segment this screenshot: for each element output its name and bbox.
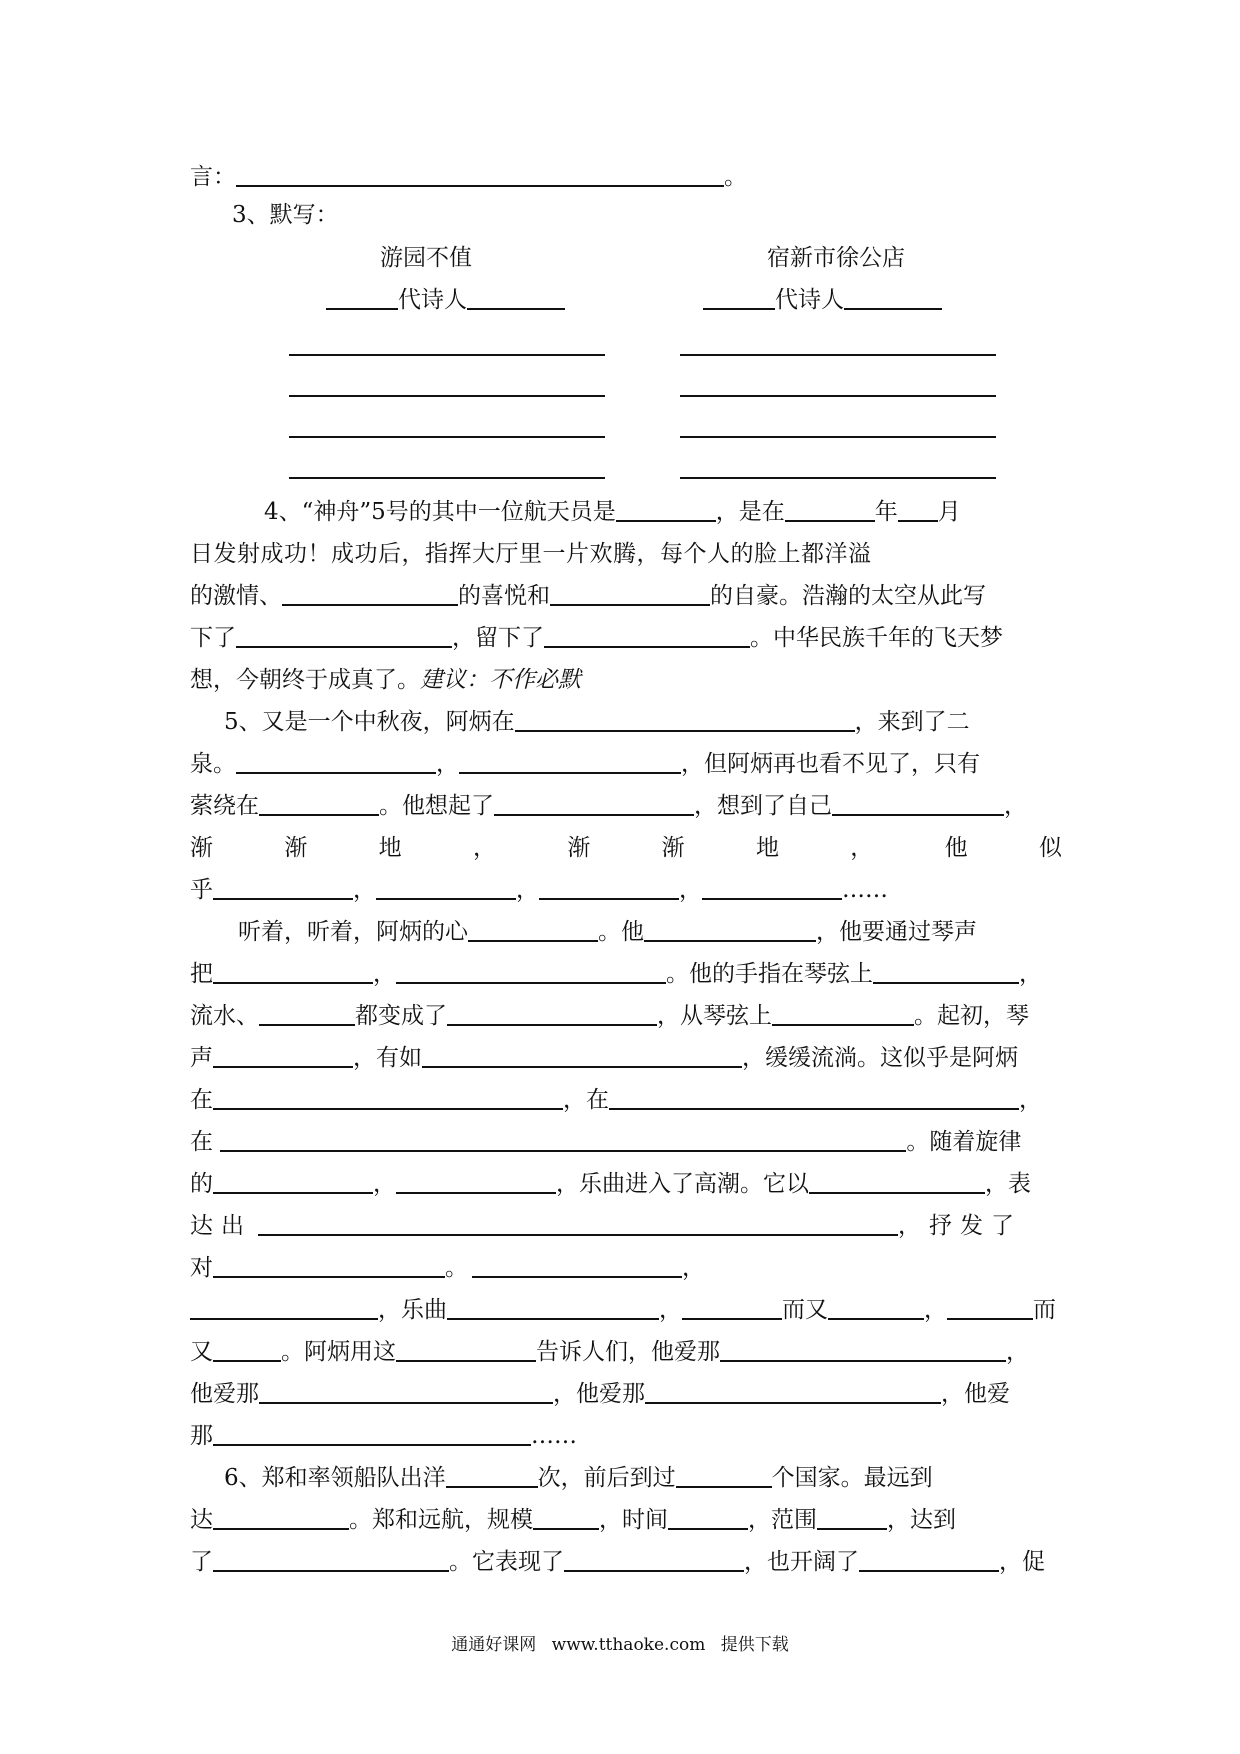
blank[interactable] bbox=[259, 998, 355, 1026]
text: ，但阿炳再也看不见了，只有 bbox=[681, 751, 980, 777]
text: 。起初，琴 bbox=[914, 1003, 1029, 1029]
text: ， bbox=[1019, 961, 1042, 987]
blank[interactable] bbox=[703, 282, 775, 310]
blank[interactable] bbox=[213, 956, 373, 984]
q5-line-6 bbox=[238, 911, 1062, 953]
blank[interactable] bbox=[550, 578, 710, 606]
poem-1-writing-line[interactable] bbox=[289, 436, 605, 438]
text: ， bbox=[436, 751, 459, 777]
blank[interactable] bbox=[859, 1544, 999, 1572]
q5-line-12 bbox=[190, 1163, 1062, 1205]
text: ，乐曲 bbox=[378, 1297, 447, 1323]
text: ， bbox=[373, 961, 396, 987]
blank[interactable] bbox=[459, 746, 681, 774]
blank[interactable] bbox=[213, 1040, 353, 1068]
text: 把 bbox=[190, 961, 213, 987]
text: 又 bbox=[190, 1339, 213, 1365]
q4-line-1 bbox=[264, 491, 1062, 533]
text: 。中华民族千年的飞天梦 bbox=[750, 625, 1003, 651]
blank[interactable] bbox=[213, 1544, 449, 1572]
poem-2-writing-line[interactable] bbox=[680, 436, 996, 438]
text: ，有如 bbox=[353, 1045, 422, 1071]
blank[interactable] bbox=[898, 494, 938, 522]
blank[interactable] bbox=[494, 788, 694, 816]
char: 渐 bbox=[567, 835, 591, 861]
text: 4、“神舟”5号的其中一位航天员是 bbox=[264, 499, 616, 525]
blank[interactable] bbox=[668, 1502, 748, 1530]
text: 。 bbox=[724, 164, 747, 190]
poem-1-title: 游园不值 bbox=[380, 245, 472, 271]
text: 对 bbox=[190, 1255, 213, 1281]
blank[interactable] bbox=[447, 1292, 659, 1320]
char: ， bbox=[472, 835, 496, 861]
blank[interactable] bbox=[468, 914, 598, 942]
text: ，表 bbox=[985, 1171, 1031, 1197]
text: ， bbox=[1019, 1087, 1042, 1113]
text: ，从琴弦上 bbox=[657, 1003, 772, 1029]
text: 在 bbox=[190, 1129, 213, 1155]
q6-line-1 bbox=[224, 1457, 1062, 1499]
text: 5、又是一个中秋夜，阿炳在 bbox=[224, 709, 515, 735]
text: ， bbox=[373, 1171, 396, 1197]
blank[interactable] bbox=[533, 1502, 599, 1530]
q5-line-4 bbox=[190, 827, 1062, 869]
text: ，缓缓流淌。这似乎是阿炳 bbox=[742, 1045, 1018, 1071]
text: 3、默写： bbox=[232, 202, 339, 228]
text: ， bbox=[924, 1297, 947, 1323]
char: 渐 bbox=[661, 835, 685, 861]
text: 在 bbox=[190, 1087, 213, 1113]
char: 地 bbox=[378, 835, 402, 861]
q5-line-10 bbox=[190, 1079, 1062, 1121]
q6-line-2 bbox=[190, 1499, 1062, 1541]
text: 。它表现了 bbox=[449, 1549, 564, 1575]
text: 的自豪。浩瀚的太空从此写 bbox=[710, 583, 986, 609]
text: 。他 bbox=[598, 919, 644, 945]
blank[interactable] bbox=[544, 620, 750, 648]
blank[interactable] bbox=[515, 704, 855, 732]
text: ， bbox=[682, 1255, 705, 1281]
blank[interactable] bbox=[236, 620, 452, 648]
question-3-label bbox=[232, 194, 1104, 236]
text: 乎 bbox=[190, 877, 213, 903]
poem-2-writing-line[interactable] bbox=[680, 395, 996, 397]
blank[interactable] bbox=[282, 578, 458, 606]
blank[interactable] bbox=[422, 1040, 742, 1068]
text: ，他爱 bbox=[941, 1381, 1010, 1407]
text: ， bbox=[659, 1297, 682, 1323]
blank[interactable] bbox=[644, 914, 816, 942]
poem-1-author-line bbox=[326, 280, 565, 320]
char: 似 bbox=[1038, 835, 1062, 861]
text: 达 bbox=[190, 1507, 213, 1533]
q4-line-5 bbox=[190, 659, 1062, 701]
blank[interactable] bbox=[828, 1292, 924, 1320]
text: 的喜悦和 bbox=[458, 583, 550, 609]
q5-line-1 bbox=[224, 701, 1062, 743]
text: 6、郑和率领船队出洋 bbox=[224, 1465, 446, 1491]
poem-1-writing-line[interactable] bbox=[289, 395, 605, 397]
text: 流水、 bbox=[190, 1003, 259, 1029]
text: 。他想起了 bbox=[379, 793, 494, 819]
text: …… bbox=[842, 877, 888, 903]
text: 都变成了 bbox=[355, 1003, 447, 1029]
text: …… bbox=[531, 1423, 577, 1449]
q5-line-17 bbox=[190, 1373, 1062, 1415]
char: 渐 bbox=[190, 835, 213, 861]
blank[interactable] bbox=[809, 1166, 985, 1194]
blank[interactable] bbox=[213, 1418, 531, 1446]
blank[interactable] bbox=[259, 1376, 553, 1404]
text: ，是在 bbox=[715, 499, 785, 525]
blank[interactable] bbox=[609, 1082, 1019, 1110]
text: 告诉人们，他爱那 bbox=[536, 1339, 720, 1365]
text: ， bbox=[516, 877, 539, 903]
text: 下了 bbox=[190, 625, 236, 651]
text: ，他爱那 bbox=[553, 1381, 645, 1407]
text: ，时间 bbox=[599, 1507, 668, 1533]
blank[interactable] bbox=[213, 872, 353, 900]
poem-1-writing-line[interactable] bbox=[289, 354, 605, 356]
text: ，来到了二 bbox=[854, 709, 970, 735]
blank[interactable] bbox=[396, 1334, 536, 1362]
blank[interactable] bbox=[258, 1208, 898, 1236]
text: 他爱那 bbox=[190, 1381, 259, 1407]
blank[interactable] bbox=[785, 494, 875, 522]
page-footer bbox=[0, 1630, 1240, 1655]
blank[interactable] bbox=[676, 1460, 772, 1488]
text: 想，今朝终于成真了。 bbox=[190, 667, 420, 693]
blank[interactable] bbox=[213, 1166, 373, 1194]
char: 渐 bbox=[284, 835, 308, 861]
poem-2-writing-line[interactable] bbox=[680, 354, 996, 356]
text: ， bbox=[1004, 793, 1027, 819]
text: 而又 bbox=[782, 1297, 828, 1323]
poem-1-writing-line[interactable] bbox=[289, 477, 605, 479]
text: 听着，听着，阿炳的心 bbox=[238, 919, 468, 945]
q5-line-15 bbox=[190, 1289, 1062, 1331]
text: 年 bbox=[874, 499, 898, 525]
text: ，想到了自己 bbox=[694, 793, 832, 819]
blank[interactable] bbox=[472, 1250, 682, 1278]
text: ，达到 bbox=[887, 1507, 956, 1533]
blank[interactable] bbox=[213, 1334, 281, 1362]
char: 地 bbox=[755, 835, 779, 861]
blank[interactable] bbox=[564, 1544, 744, 1572]
suggestion-note: 建议：不作必默 bbox=[420, 667, 581, 693]
text: ，乐曲进入了高潮。它以 bbox=[556, 1171, 809, 1197]
blank[interactable] bbox=[844, 282, 942, 310]
blank[interactable] bbox=[236, 746, 436, 774]
q4-line-3 bbox=[190, 575, 1062, 617]
blank[interactable] bbox=[220, 1124, 906, 1152]
blank[interactable] bbox=[259, 788, 379, 816]
blank[interactable] bbox=[682, 1292, 782, 1320]
blank[interactable] bbox=[702, 872, 842, 900]
blank[interactable] bbox=[446, 1460, 538, 1488]
char: 他 bbox=[944, 835, 968, 861]
blank[interactable] bbox=[190, 1292, 378, 1320]
text: 言： bbox=[190, 164, 236, 190]
text: 泉。 bbox=[190, 751, 236, 777]
footer-url[interactable]: www.tthaoke.com bbox=[551, 1635, 706, 1655]
text: 个国家。最远到 bbox=[771, 1465, 933, 1491]
text: ，他要通过琴声 bbox=[816, 919, 977, 945]
footer-site: 通通好课网 bbox=[451, 1635, 537, 1655]
blank[interactable] bbox=[832, 788, 1004, 816]
q5-line-8 bbox=[190, 995, 1062, 1037]
blank[interactable] bbox=[213, 1082, 563, 1110]
text: 达出 bbox=[190, 1213, 252, 1239]
blank[interactable] bbox=[873, 956, 1019, 984]
text: ，也开阔了 bbox=[744, 1549, 859, 1575]
blank[interactable] bbox=[772, 998, 914, 1026]
text: ，范围 bbox=[748, 1507, 817, 1533]
text: ， bbox=[1006, 1339, 1029, 1365]
q5-line-5 bbox=[190, 869, 1062, 911]
q5-line-3 bbox=[190, 785, 1062, 827]
text: 的 bbox=[190, 1171, 213, 1197]
answer-line-q2 bbox=[190, 156, 1062, 198]
poem-2-author-line bbox=[703, 280, 942, 320]
poem-2-title: 宿新市徐公店 bbox=[767, 245, 905, 271]
q5-line-18 bbox=[190, 1415, 1062, 1457]
text: 。 bbox=[445, 1255, 468, 1281]
text: 。他的手指在琴弦上 bbox=[666, 961, 873, 987]
text: 。随着旋律 bbox=[906, 1129, 1022, 1155]
q4-line-2 bbox=[190, 533, 1062, 575]
text: 。郑和远航，规模 bbox=[349, 1507, 533, 1533]
text: 的激情、 bbox=[190, 583, 282, 609]
q5-line-2 bbox=[190, 743, 1062, 785]
blank[interactable] bbox=[947, 1292, 1033, 1320]
blank[interactable] bbox=[447, 998, 657, 1026]
text: ，在 bbox=[563, 1087, 609, 1113]
text: 声 bbox=[190, 1045, 213, 1071]
text: 。阿炳用这 bbox=[281, 1339, 396, 1365]
blank[interactable] bbox=[539, 872, 679, 900]
text: 而 bbox=[1033, 1297, 1056, 1323]
poem-2-writing-line[interactable] bbox=[680, 477, 996, 479]
text: 萦绕在 bbox=[190, 793, 259, 819]
blank[interactable] bbox=[213, 1250, 445, 1278]
q5-line-14 bbox=[190, 1247, 1062, 1289]
text: 次，前后到过 bbox=[537, 1465, 676, 1491]
q5-line-16 bbox=[190, 1331, 1062, 1373]
q5-line-9 bbox=[190, 1037, 1062, 1079]
text: ， bbox=[679, 877, 702, 903]
q4-line-4 bbox=[190, 617, 1062, 659]
blank[interactable] bbox=[396, 1166, 556, 1194]
text: 月 bbox=[937, 499, 961, 525]
q5-line-7 bbox=[190, 953, 1062, 995]
q5-line-13 bbox=[190, 1205, 1062, 1247]
text: 那 bbox=[190, 1423, 213, 1449]
text: 了 bbox=[190, 1549, 213, 1575]
blank[interactable] bbox=[467, 282, 565, 310]
blank[interactable] bbox=[236, 159, 724, 187]
text: ，抒发了 bbox=[898, 1213, 1022, 1239]
q5-line-11 bbox=[190, 1121, 1062, 1163]
blank[interactable] bbox=[720, 1334, 1006, 1362]
blank[interactable] bbox=[376, 872, 516, 900]
text: 日发射成功！成功后，指挥大厅里一片欢腾，每个人的脸上都洋溢 bbox=[190, 541, 872, 567]
footer-tail: 提供下载 bbox=[720, 1635, 789, 1655]
blank[interactable] bbox=[326, 282, 398, 310]
blank[interactable] bbox=[616, 494, 716, 522]
char: ， bbox=[850, 835, 874, 861]
blank[interactable] bbox=[213, 1502, 349, 1530]
text: 代诗人 bbox=[398, 287, 467, 313]
text: ，留下了 bbox=[452, 625, 544, 651]
blank[interactable] bbox=[645, 1376, 941, 1404]
blank[interactable] bbox=[817, 1502, 887, 1530]
blank[interactable] bbox=[396, 956, 666, 984]
text: ，促 bbox=[999, 1549, 1045, 1575]
text: ， bbox=[353, 877, 376, 903]
text: 代诗人 bbox=[775, 287, 844, 313]
q6-line-3 bbox=[190, 1541, 1062, 1583]
